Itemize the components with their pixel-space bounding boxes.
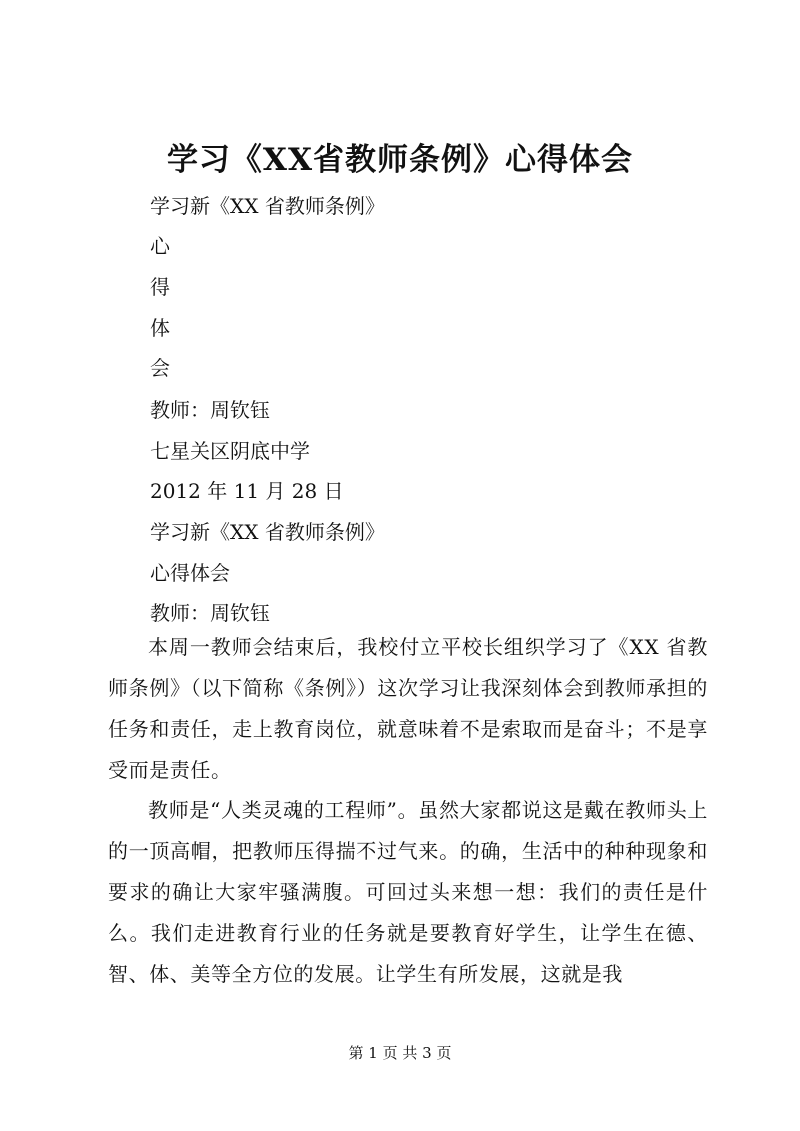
school-line: 七星关区阴底中学 bbox=[150, 439, 310, 463]
document-title: 学习《XX省教师条例》心得体会 bbox=[166, 142, 634, 178]
page-footer: 第 1 页 共 3 页 bbox=[348, 1044, 452, 1062]
author-line-repeat: 教师：周钦钰 bbox=[150, 601, 270, 625]
date-line: 2012 年 11 月 28 日 bbox=[150, 479, 344, 503]
heading-line-repeat: 学习新《XX 省教师条例》 bbox=[150, 520, 385, 544]
heading-char: 得 bbox=[150, 275, 170, 299]
heading-line: 学习新《XX 省教师条例》 bbox=[150, 194, 385, 218]
body-paragraph: 教师是“人类灵魂的工程师”。虽然大家都说这是戴在教师头上的一顶高帽，把教师压得揣不过气来。的确，生活中的种种现象和要求的确让大家牢骚满腹。可回过头来想一想：我们的责任是什么。我们走进教育行业的任务就是要教育好学生，让学生在德、智、体、美等全方位的发展。让学生有所发展，这就是我 bbox=[108, 798, 708, 986]
heading-char: 体 bbox=[150, 316, 170, 340]
body-paragraph: 本周一教师会结束后，我校付立平校长组织学习了《XX 省教师条例》（以下简称《条例》）这次学习让我深刻体会到教师承担的任务和责任，走上教育岗位，就意味着不是索取而是奋斗；不是享受而是责任。 bbox=[108, 635, 708, 782]
author-line: 教师：周钦钰 bbox=[150, 398, 270, 422]
heading-char: 会 bbox=[150, 356, 170, 380]
heading-char: 心 bbox=[150, 234, 170, 258]
subtitle-line: 心得体会 bbox=[150, 561, 230, 585]
